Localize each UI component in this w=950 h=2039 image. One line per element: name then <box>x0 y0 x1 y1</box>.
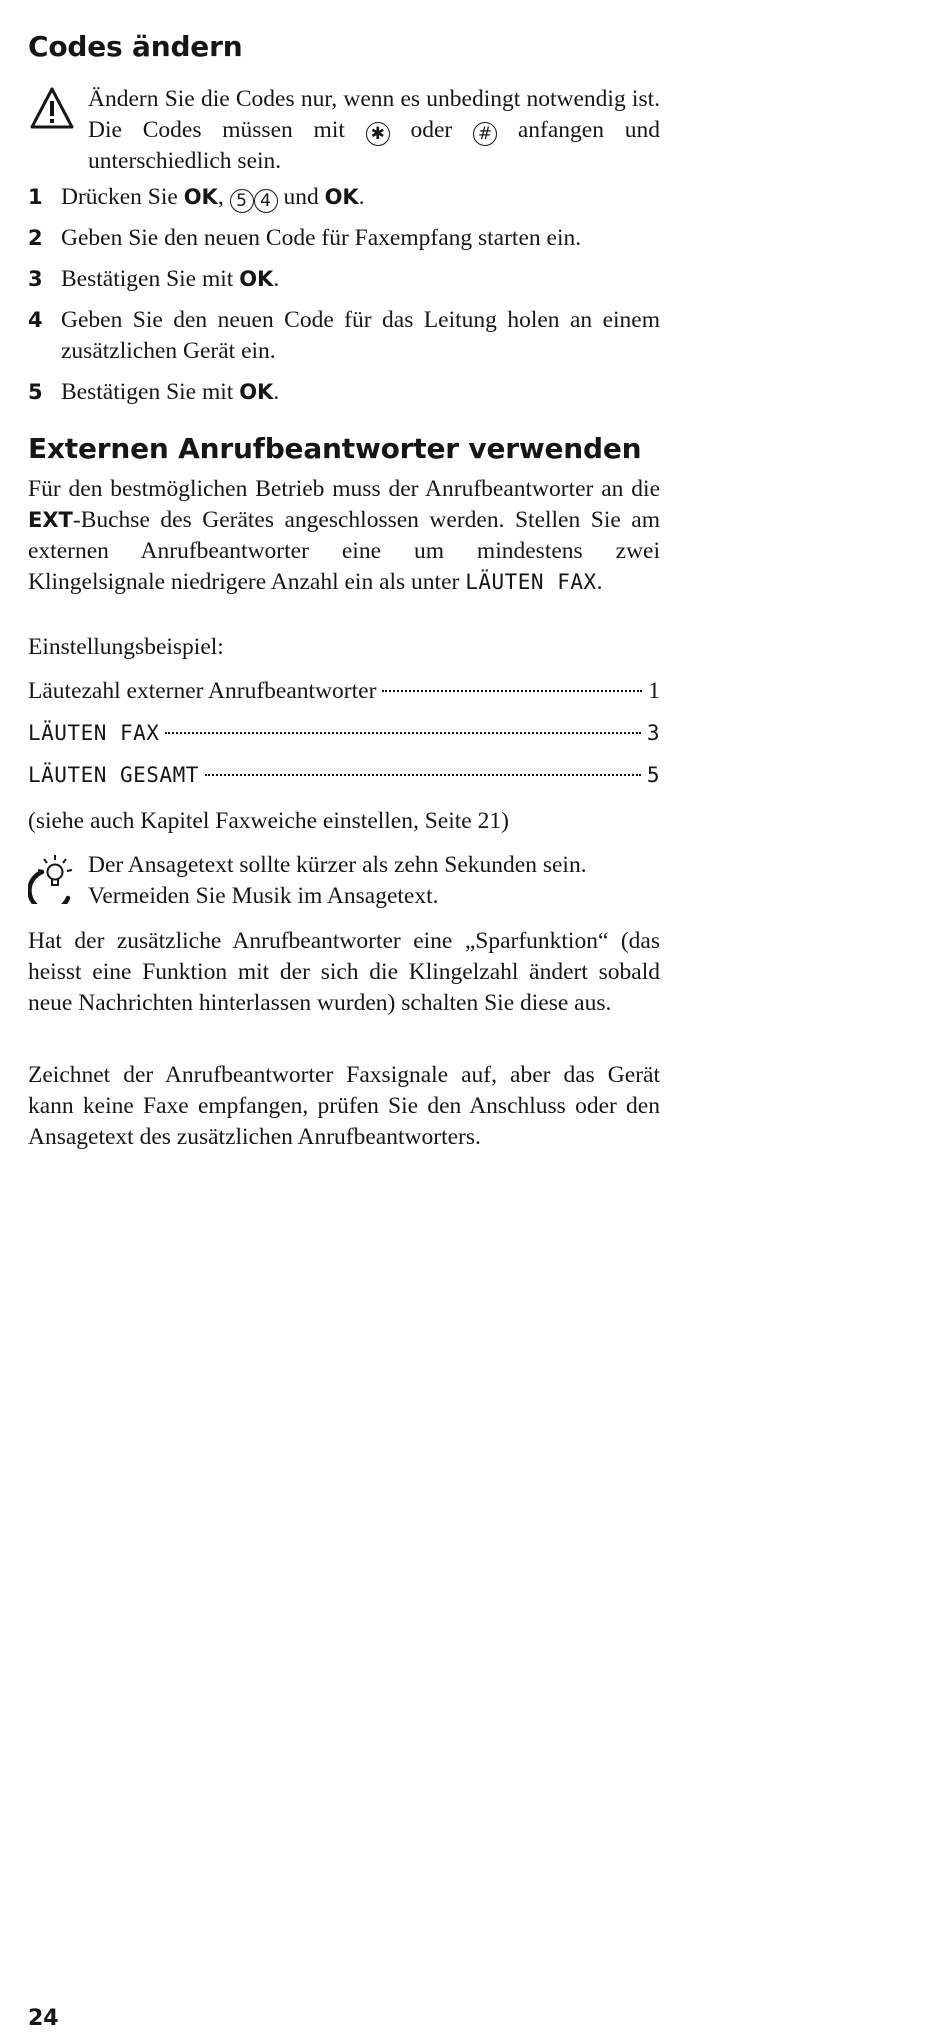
example-label: Einstellungsbeispiel: <box>28 634 224 660</box>
intro-paragraph: Für den bestmöglichen Betrieb muss der Anrufbeantworter an die EXT-Buchse des Gerätes angeschlossen werden. Stellen Sie am externen Anrufbeantworter eine um mindestens zwei Klingelsignale niedrigere Anzahl ein als unter LÄUTEN FAX. <box>28 476 660 595</box>
lightbulb-tip-icon <box>28 850 80 904</box>
reference-note: (siehe auch Kapitel Faxweiche einstellen, Seite 21) <box>28 808 509 834</box>
ok-key-label: OK <box>239 380 274 404</box>
page-number: 24 <box>28 2006 59 2031</box>
setting-row: LÄUTEN GESAMT 5 <box>28 763 660 787</box>
step-2: 2 Geben Sie den neuen Code für Faxempfang starten ein. <box>28 225 582 251</box>
paragraph-faxsignale: Zeichnet der Anrufbeantworter Faxsignale auf, aber das Gerät kann keine Faxe empfangen, prüfen Sie den Anschluss oder den Ansagetext des zusätzlichen Anrufbeantworters. <box>28 1062 660 1150</box>
step-5: 5 Bestätigen Sie mit OK. <box>28 379 280 405</box>
key-5-icon: 5 <box>230 189 254 213</box>
warning-note <box>28 84 660 177</box>
step-4: 4 Geben Sie den neuen Code für das Leitung holen an einem zusätzlichen Gerät ein. <box>28 307 660 364</box>
hash-key-icon: # <box>473 122 497 146</box>
lcd-text: LÄUTEN FAX <box>465 570 597 594</box>
steps-list <box>28 182 660 418</box>
ok-key-label: OK <box>239 267 274 291</box>
warning-text: Ändern Sie die Codes nur, wenn es unbedingt notwendig ist. Die Codes müssen mit ✱ oder # anfangen und unterschiedlich sein. <box>88 86 661 174</box>
star-key-icon: ✱ <box>366 122 390 146</box>
warning-triangle-icon <box>30 86 74 130</box>
key-4-icon: 4 <box>254 189 278 213</box>
paragraph-sparfunktion: Hat der zusätzliche Anrufbeantworter eine „Sparfunktion“ (das heisst eine Funktion mit der sich die Klingelzahl ändert sobald neue Nachrichten hinterlassen wurden) schalten Sie diese aus. <box>28 928 660 1016</box>
heading-externen-anrufbeantworter: Externen Anrufbeantworter verwenden <box>28 432 642 465</box>
ok-key-label: OK <box>183 185 218 209</box>
step-3: 3 Bestätigen Sie mit OK. <box>28 266 280 292</box>
tip-text: Der Ansagetext sollte kürzer als zehn Sekunden sein. Vermeiden Sie Musik im Ansagetext. <box>88 852 587 909</box>
ok-key-label: OK <box>324 185 359 209</box>
heading-codes-aendern: Codes ändern <box>28 30 243 63</box>
setting-row: Läutezahl externer Anrufbeantworter 1 <box>28 678 660 704</box>
ext-socket-label: EXT <box>28 508 73 532</box>
step-1: 1 Drücken Sie OK, 5 4 und OK. <box>28 184 365 211</box>
tip-note <box>28 850 660 912</box>
setting-row: LÄUTEN FAX 3 <box>28 721 660 745</box>
